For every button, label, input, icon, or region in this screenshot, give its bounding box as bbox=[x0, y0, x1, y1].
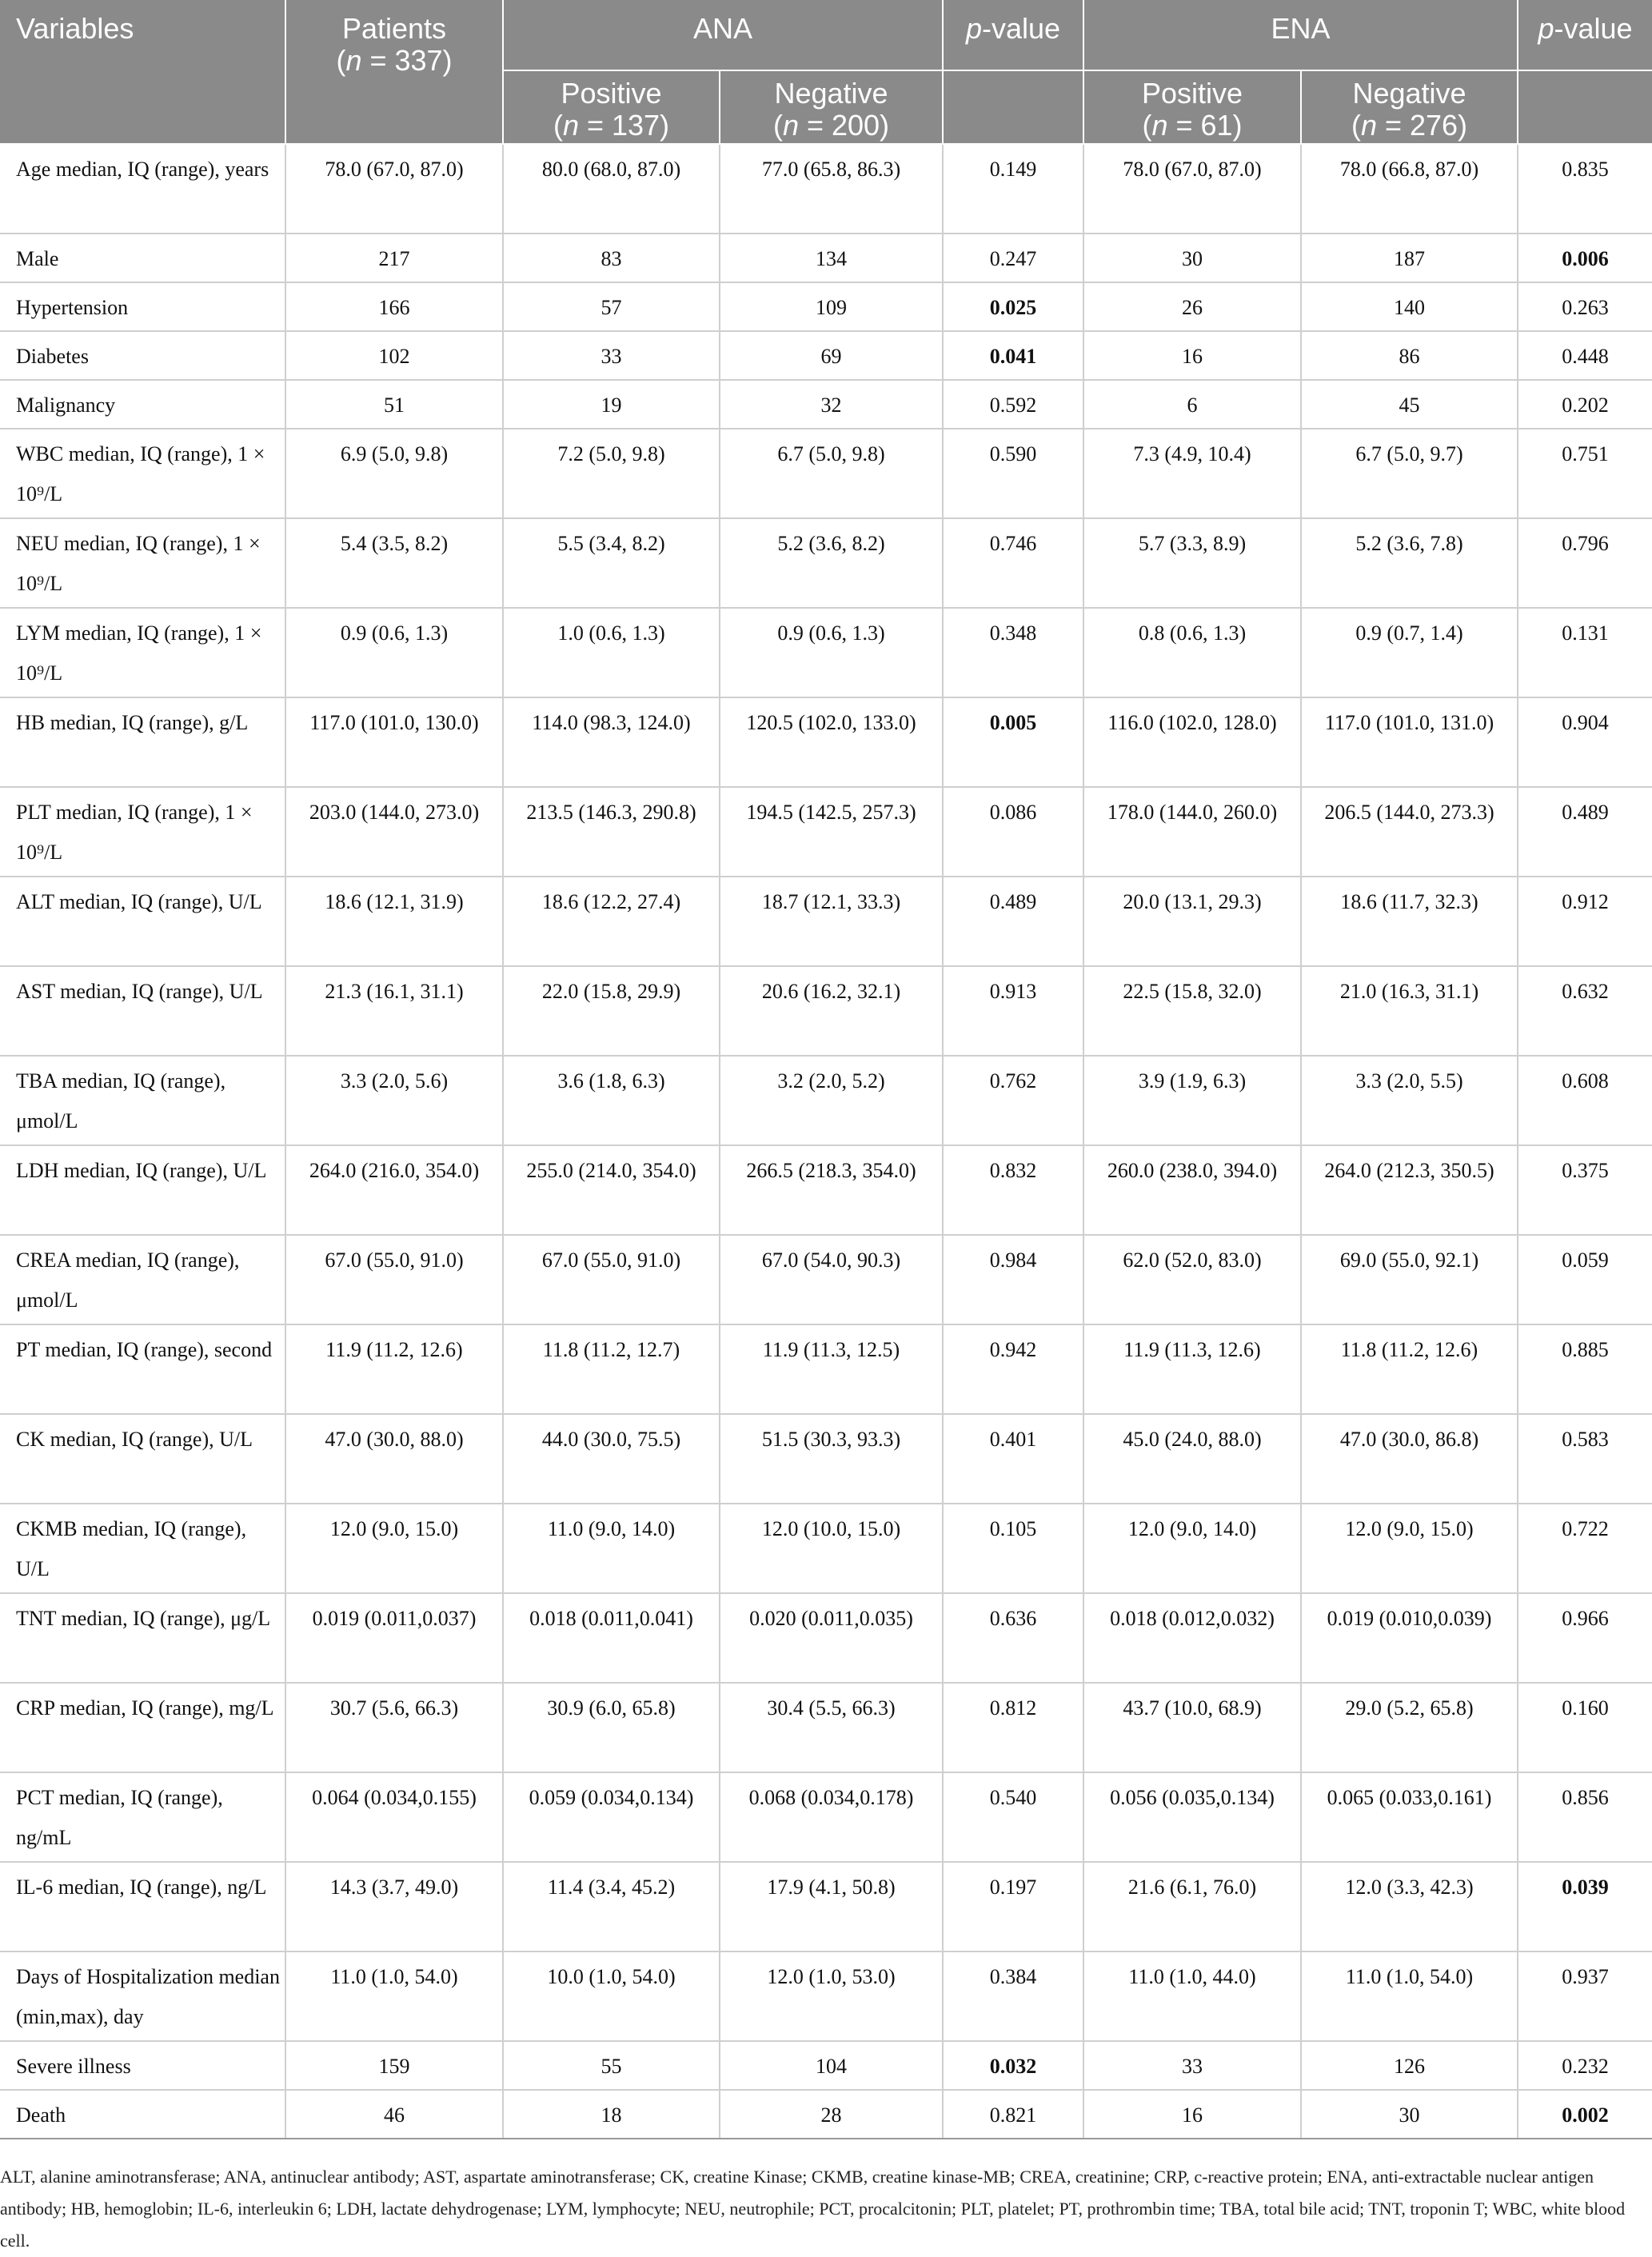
row-ana-positive: 83 bbox=[503, 234, 720, 282]
row-patients: 3.3 (2.0, 5.6) bbox=[285, 1056, 503, 1145]
row-ana-positive: 33 bbox=[503, 331, 720, 380]
row-patients: 11.9 (11.2, 12.6) bbox=[285, 1324, 503, 1414]
row-ana-p-value: 0.384 bbox=[943, 1951, 1083, 2041]
table-row bbox=[0, 1772, 1652, 1862]
row-ana-p-value: 0.913 bbox=[943, 966, 1083, 1056]
row-ana-negative: 6.7 (5.0, 9.8) bbox=[720, 429, 943, 518]
row-ana-negative: 20.6 (16.2, 32.1) bbox=[720, 966, 943, 1056]
header-ana-positive-n: (n = 137) bbox=[553, 109, 670, 142]
row-ena-p-value: 0.131 bbox=[1518, 608, 1652, 697]
row-ana-p-value: 0.489 bbox=[943, 877, 1083, 966]
row-variable: Severe illness bbox=[0, 2041, 285, 2090]
row-ana-negative: 32 bbox=[720, 380, 943, 429]
row-variable: NEU median, IQ (range), 1 × 10⁹/L bbox=[0, 518, 285, 608]
row-ana-positive: 3.6 (1.8, 6.3) bbox=[503, 1056, 720, 1145]
row-ana-negative: 51.5 (30.3, 93.3) bbox=[720, 1414, 943, 1504]
table-header bbox=[0, 0, 1652, 144]
table-row bbox=[0, 608, 1652, 697]
row-patients: 5.4 (3.5, 8.2) bbox=[285, 518, 503, 608]
row-ana-positive: 0.018 (0.011,0.041) bbox=[503, 1593, 720, 1683]
row-ana-p-value: 0.942 bbox=[943, 1324, 1083, 1414]
row-patients: 159 bbox=[285, 2041, 503, 2090]
row-ena-p-value: 0.796 bbox=[1518, 518, 1652, 608]
row-variable: TNT median, IQ (range), μg/L bbox=[0, 1593, 285, 1683]
row-ena-negative: 69.0 (55.0, 92.1) bbox=[1301, 1235, 1518, 1324]
row-ana-negative: 0.068 (0.034,0.178) bbox=[720, 1772, 943, 1862]
row-ena-negative: 29.0 (5.2, 65.8) bbox=[1301, 1683, 1518, 1772]
row-ana-positive: 19 bbox=[503, 380, 720, 429]
row-ena-p-value: 0.448 bbox=[1518, 331, 1652, 380]
row-ena-negative: 187 bbox=[1301, 234, 1518, 282]
table-row bbox=[0, 1504, 1652, 1593]
row-ena-positive: 33 bbox=[1083, 2041, 1301, 2090]
row-ana-p-value: 0.821 bbox=[943, 2090, 1083, 2139]
row-variable: Age median, IQ (range), years bbox=[0, 144, 285, 234]
row-patients: 264.0 (216.0, 354.0) bbox=[285, 1145, 503, 1235]
row-ana-negative: 17.9 (4.1, 50.8) bbox=[720, 1862, 943, 1951]
table-row bbox=[0, 877, 1652, 966]
row-ena-positive: 0.018 (0.012,0.032) bbox=[1083, 1593, 1301, 1683]
table-row bbox=[0, 1414, 1652, 1504]
row-ana-p-value: 0.832 bbox=[943, 1145, 1083, 1235]
row-ana-p-value: 0.762 bbox=[943, 1056, 1083, 1145]
header-ana: ANA bbox=[503, 0, 943, 70]
row-ena-positive: 26 bbox=[1083, 282, 1301, 331]
row-ana-p-value: 0.086 bbox=[943, 787, 1083, 877]
row-variable: CKMB median, IQ (range), U/L bbox=[0, 1504, 285, 1593]
row-ena-p-value: 0.375 bbox=[1518, 1145, 1652, 1235]
row-ana-negative: 30.4 (5.5, 66.3) bbox=[720, 1683, 943, 1772]
table-row bbox=[0, 2090, 1652, 2139]
row-ana-p-value: 0.025 bbox=[943, 282, 1083, 331]
table-row bbox=[0, 1145, 1652, 1235]
header-ana-positive-label: Positive bbox=[561, 77, 662, 110]
row-ena-p-value: 0.966 bbox=[1518, 1593, 1652, 1683]
row-ena-positive: 43.7 (10.0, 68.9) bbox=[1083, 1683, 1301, 1772]
row-ena-positive: 260.0 (238.0, 394.0) bbox=[1083, 1145, 1301, 1235]
row-ena-negative: 47.0 (30.0, 86.8) bbox=[1301, 1414, 1518, 1504]
row-ana-p-value: 0.401 bbox=[943, 1414, 1083, 1504]
row-variable: HB median, IQ (range), g/L bbox=[0, 697, 285, 787]
row-ana-negative: 0.9 (0.6, 1.3) bbox=[720, 608, 943, 697]
row-patients: 203.0 (144.0, 273.0) bbox=[285, 787, 503, 877]
row-ena-p-value: 0.912 bbox=[1518, 877, 1652, 966]
row-ana-negative: 18.7 (12.1, 33.3) bbox=[720, 877, 943, 966]
row-ena-negative: 5.2 (3.6, 7.8) bbox=[1301, 518, 1518, 608]
row-ena-positive: 78.0 (67.0, 87.0) bbox=[1083, 144, 1301, 234]
row-ena-negative: 140 bbox=[1301, 282, 1518, 331]
row-variable: TBA median, IQ (range), μmol/L bbox=[0, 1056, 285, 1145]
row-ena-p-value: 0.856 bbox=[1518, 1772, 1652, 1862]
row-ena-p-value: 0.006 bbox=[1518, 234, 1652, 282]
row-ena-negative: 126 bbox=[1301, 2041, 1518, 2090]
header-ena-positive bbox=[1083, 70, 1301, 144]
table-row bbox=[0, 1235, 1652, 1324]
row-ena-negative: 21.0 (16.3, 31.1) bbox=[1301, 966, 1518, 1056]
header-ena-p-value: p-value bbox=[1518, 0, 1652, 70]
row-ena-positive: 16 bbox=[1083, 331, 1301, 380]
row-ena-positive: 5.7 (3.3, 8.9) bbox=[1083, 518, 1301, 608]
row-variable: CRP median, IQ (range), mg/L bbox=[0, 1683, 285, 1772]
row-ena-p-value: 0.885 bbox=[1518, 1324, 1652, 1414]
row-ena-positive: 116.0 (102.0, 128.0) bbox=[1083, 697, 1301, 787]
row-ana-positive: 57 bbox=[503, 282, 720, 331]
row-ana-p-value: 0.005 bbox=[943, 697, 1083, 787]
row-ana-negative: 0.020 (0.011,0.035) bbox=[720, 1593, 943, 1683]
row-ana-negative: 104 bbox=[720, 2041, 943, 2090]
row-ena-negative: 12.0 (9.0, 15.0) bbox=[1301, 1504, 1518, 1593]
row-patients: 0.064 (0.034,0.155) bbox=[285, 1772, 503, 1862]
header-ena: ENA bbox=[1083, 0, 1518, 70]
table-row bbox=[0, 966, 1652, 1056]
table-row bbox=[0, 1683, 1652, 1772]
row-ana-negative: 69 bbox=[720, 331, 943, 380]
row-ana-positive: 1.0 (0.6, 1.3) bbox=[503, 608, 720, 697]
row-patients: 67.0 (55.0, 91.0) bbox=[285, 1235, 503, 1324]
row-ana-positive: 44.0 (30.0, 75.5) bbox=[503, 1414, 720, 1504]
row-ena-positive: 0.8 (0.6, 1.3) bbox=[1083, 608, 1301, 697]
table-row bbox=[0, 144, 1652, 234]
row-ena-negative: 206.5 (144.0, 273.3) bbox=[1301, 787, 1518, 877]
table-row bbox=[0, 234, 1652, 282]
table-body bbox=[0, 144, 1652, 2139]
row-patients: 47.0 (30.0, 88.0) bbox=[285, 1414, 503, 1504]
row-ana-positive: 0.059 (0.034,0.134) bbox=[503, 1772, 720, 1862]
row-ana-p-value: 0.590 bbox=[943, 429, 1083, 518]
row-variable: CK median, IQ (range), U/L bbox=[0, 1414, 285, 1504]
header-ena-p-blank bbox=[1518, 70, 1652, 144]
row-variable: Death bbox=[0, 2090, 285, 2139]
row-ena-negative: 264.0 (212.3, 350.5) bbox=[1301, 1145, 1518, 1235]
row-ana-positive: 114.0 (98.3, 124.0) bbox=[503, 697, 720, 787]
row-ena-positive: 16 bbox=[1083, 2090, 1301, 2139]
row-ana-positive: 22.0 (15.8, 29.9) bbox=[503, 966, 720, 1056]
row-variable: Hypertension bbox=[0, 282, 285, 331]
row-ena-p-value: 0.835 bbox=[1518, 144, 1652, 234]
row-variable: WBC median, IQ (range), 1 × 10⁹/L bbox=[0, 429, 285, 518]
row-ena-positive: 22.5 (15.8, 32.0) bbox=[1083, 966, 1301, 1056]
row-ana-negative: 266.5 (218.3, 354.0) bbox=[720, 1145, 943, 1235]
row-ana-positive: 5.5 (3.4, 8.2) bbox=[503, 518, 720, 608]
table-row bbox=[0, 282, 1652, 331]
table-row bbox=[0, 380, 1652, 429]
row-ana-positive: 255.0 (214.0, 354.0) bbox=[503, 1145, 720, 1235]
header-patients-label: Patients bbox=[341, 12, 447, 45]
row-ana-negative: 134 bbox=[720, 234, 943, 282]
row-ana-positive: 7.2 (5.0, 9.8) bbox=[503, 429, 720, 518]
row-ana-negative: 11.9 (11.3, 12.5) bbox=[720, 1324, 943, 1414]
table-row bbox=[0, 2041, 1652, 2090]
row-ana-negative: 77.0 (65.8, 86.3) bbox=[720, 144, 943, 234]
row-ena-p-value: 0.751 bbox=[1518, 429, 1652, 518]
row-ena-p-value: 0.002 bbox=[1518, 2090, 1652, 2139]
row-ana-negative: 12.0 (1.0, 53.0) bbox=[720, 1951, 943, 2041]
row-patients: 51 bbox=[285, 380, 503, 429]
row-ena-positive: 6 bbox=[1083, 380, 1301, 429]
table-row bbox=[0, 331, 1652, 380]
row-ena-p-value: 0.583 bbox=[1518, 1414, 1652, 1504]
row-patients: 14.3 (3.7, 49.0) bbox=[285, 1862, 503, 1951]
row-ena-negative: 30 bbox=[1301, 2090, 1518, 2139]
table-row bbox=[0, 1056, 1652, 1145]
header-ana-positive bbox=[503, 70, 720, 144]
table-row bbox=[0, 787, 1652, 877]
row-ena-p-value: 0.489 bbox=[1518, 787, 1652, 877]
header-ana-negative bbox=[720, 70, 943, 144]
row-patients: 18.6 (12.1, 31.9) bbox=[285, 877, 503, 966]
row-ena-positive: 30 bbox=[1083, 234, 1301, 282]
row-ana-negative: 120.5 (102.0, 133.0) bbox=[720, 697, 943, 787]
row-ana-negative: 5.2 (3.6, 8.2) bbox=[720, 518, 943, 608]
row-patients: 78.0 (67.0, 87.0) bbox=[285, 144, 503, 234]
table-row bbox=[0, 1593, 1652, 1683]
row-ena-positive: 12.0 (9.0, 14.0) bbox=[1083, 1504, 1301, 1593]
row-ena-p-value: 0.263 bbox=[1518, 282, 1652, 331]
row-variable: Male bbox=[0, 234, 285, 282]
row-ana-p-value: 0.746 bbox=[943, 518, 1083, 608]
row-variable: PCT median, IQ (range), ng/mL bbox=[0, 1772, 285, 1862]
header-ana-negative-n: (n = 200) bbox=[772, 109, 890, 142]
row-ena-p-value: 0.904 bbox=[1518, 697, 1652, 787]
row-ana-negative: 109 bbox=[720, 282, 943, 331]
row-patients: 0.019 (0.011,0.037) bbox=[285, 1593, 503, 1683]
row-ana-negative: 28 bbox=[720, 2090, 943, 2139]
row-variable: LDH median, IQ (range), U/L bbox=[0, 1145, 285, 1235]
row-ena-p-value: 0.232 bbox=[1518, 2041, 1652, 2090]
row-ana-positive: 55 bbox=[503, 2041, 720, 2090]
row-ana-p-value: 0.149 bbox=[943, 144, 1083, 234]
row-patients: 46 bbox=[285, 2090, 503, 2139]
row-variable: Diabetes bbox=[0, 331, 285, 380]
row-variable: PLT median, IQ (range), 1 × 10⁹/L bbox=[0, 787, 285, 877]
row-ena-positive: 21.6 (6.1, 76.0) bbox=[1083, 1862, 1301, 1951]
row-ena-negative: 0.065 (0.033,0.161) bbox=[1301, 1772, 1518, 1862]
row-ana-p-value: 0.032 bbox=[943, 2041, 1083, 2090]
row-ena-negative: 18.6 (11.7, 32.3) bbox=[1301, 877, 1518, 966]
row-ana-positive: 11.0 (9.0, 14.0) bbox=[503, 1504, 720, 1593]
header-ana-p-blank bbox=[943, 70, 1083, 144]
row-ena-negative: 12.0 (3.3, 42.3) bbox=[1301, 1862, 1518, 1951]
row-ena-p-value: 0.202 bbox=[1518, 380, 1652, 429]
row-ena-positive: 11.9 (11.3, 12.6) bbox=[1083, 1324, 1301, 1414]
row-ena-negative: 78.0 (66.8, 87.0) bbox=[1301, 144, 1518, 234]
row-ana-positive: 11.8 (11.2, 12.7) bbox=[503, 1324, 720, 1414]
row-ena-positive: 3.9 (1.9, 6.3) bbox=[1083, 1056, 1301, 1145]
table-row bbox=[0, 697, 1652, 787]
row-ena-p-value: 0.632 bbox=[1518, 966, 1652, 1056]
row-ena-negative: 11.0 (1.0, 54.0) bbox=[1301, 1951, 1518, 2041]
row-ena-p-value: 0.039 bbox=[1518, 1862, 1652, 1951]
row-patients: 102 bbox=[285, 331, 503, 380]
row-variable: IL-6 median, IQ (range), ng/L bbox=[0, 1862, 285, 1951]
row-ena-negative: 0.019 (0.010,0.039) bbox=[1301, 1593, 1518, 1683]
row-ena-p-value: 0.059 bbox=[1518, 1235, 1652, 1324]
row-ena-positive: 0.056 (0.035,0.134) bbox=[1083, 1772, 1301, 1862]
row-ana-positive: 11.4 (3.4, 45.2) bbox=[503, 1862, 720, 1951]
header-ana-negative-label: Negative bbox=[774, 77, 888, 110]
header-patients-n: (n = 337) bbox=[336, 44, 453, 77]
row-variable: PT median, IQ (range), second bbox=[0, 1324, 285, 1414]
row-ana-p-value: 0.348 bbox=[943, 608, 1083, 697]
row-ana-positive: 18 bbox=[503, 2090, 720, 2139]
table-row bbox=[0, 1862, 1652, 1951]
table-row bbox=[0, 429, 1652, 518]
row-patients: 0.9 (0.6, 1.3) bbox=[285, 608, 503, 697]
row-patients: 11.0 (1.0, 54.0) bbox=[285, 1951, 503, 2041]
table-row bbox=[0, 1951, 1652, 2041]
row-ena-positive: 20.0 (13.1, 29.3) bbox=[1083, 877, 1301, 966]
row-ena-negative: 3.3 (2.0, 5.5) bbox=[1301, 1056, 1518, 1145]
table-footnote: ALT, alanine aminotransferase; ANA, antinuclear antibody; AST, aspartate aminotransferase; CK, creatine Kinase; CKMB, creatine kinase-MB; CREA, creatinine; CRP, c-reactive protein; ENA, anti-extractable nuclear antigen antibody; HB, hemoglobin; IL-6, interleukin 6; LDH, lactate dehydrogenase; LYM, lymphocyte; NEU, neutrophile; PCT, procalcitonin; PLT, platelet; PT, prothrombin time; TBA, total bile acid; TNT, troponin T; WBC, white blood cell. bbox=[0, 2167, 1626, 2251]
header-ena-positive-label: Positive bbox=[1141, 77, 1243, 110]
row-ena-positive: 62.0 (52.0, 83.0) bbox=[1083, 1235, 1301, 1324]
row-ana-p-value: 0.041 bbox=[943, 331, 1083, 380]
row-ana-positive: 10.0 (1.0, 54.0) bbox=[503, 1951, 720, 2041]
row-ana-p-value: 0.105 bbox=[943, 1504, 1083, 1593]
row-ana-positive: 30.9 (6.0, 65.8) bbox=[503, 1683, 720, 1772]
row-ena-p-value: 0.722 bbox=[1518, 1504, 1652, 1593]
header-variables: Variables bbox=[0, 0, 285, 144]
header-ena-negative-n: (n = 276) bbox=[1351, 109, 1468, 142]
row-ana-p-value: 0.592 bbox=[943, 380, 1083, 429]
row-ana-p-value: 0.247 bbox=[943, 234, 1083, 282]
row-patients: 217 bbox=[285, 234, 503, 282]
header-ena-negative-label: Negative bbox=[1352, 77, 1466, 110]
row-variable: CREA median, IQ (range), μmol/L bbox=[0, 1235, 285, 1324]
row-variable: ALT median, IQ (range), U/L bbox=[0, 877, 285, 966]
row-ena-p-value: 0.608 bbox=[1518, 1056, 1652, 1145]
row-variable: Malignancy bbox=[0, 380, 285, 429]
row-ena-negative: 117.0 (101.0, 131.0) bbox=[1301, 697, 1518, 787]
row-variable: AST median, IQ (range), U/L bbox=[0, 966, 285, 1056]
row-ena-negative: 0.9 (0.7, 1.4) bbox=[1301, 608, 1518, 697]
row-patients: 12.0 (9.0, 15.0) bbox=[285, 1504, 503, 1593]
row-ena-negative: 45 bbox=[1301, 380, 1518, 429]
row-ena-positive: 178.0 (144.0, 260.0) bbox=[1083, 787, 1301, 877]
row-ana-positive: 18.6 (12.2, 27.4) bbox=[503, 877, 720, 966]
header-ena-negative bbox=[1301, 70, 1518, 144]
row-ena-positive: 7.3 (4.9, 10.4) bbox=[1083, 429, 1301, 518]
row-variable: Days of Hospitalization median (min,max), day bbox=[0, 1951, 285, 2041]
row-ena-p-value: 0.160 bbox=[1518, 1683, 1652, 1772]
row-ana-p-value: 0.636 bbox=[943, 1593, 1083, 1683]
row-patients: 166 bbox=[285, 282, 503, 331]
table-row bbox=[0, 1324, 1652, 1414]
row-patients: 30.7 (5.6, 66.3) bbox=[285, 1683, 503, 1772]
row-ana-positive: 213.5 (146.3, 290.8) bbox=[503, 787, 720, 877]
row-patients: 117.0 (101.0, 130.0) bbox=[285, 697, 503, 787]
row-variable: LYM median, IQ (range), 1 × 10⁹/L bbox=[0, 608, 285, 697]
table-row bbox=[0, 518, 1652, 608]
row-ana-p-value: 0.812 bbox=[943, 1683, 1083, 1772]
row-ana-negative: 12.0 (10.0, 15.0) bbox=[720, 1504, 943, 1593]
row-ana-p-value: 0.197 bbox=[943, 1862, 1083, 1951]
row-ena-positive: 45.0 (24.0, 88.0) bbox=[1083, 1414, 1301, 1504]
row-ana-negative: 3.2 (2.0, 5.2) bbox=[720, 1056, 943, 1145]
row-ana-negative: 67.0 (54.0, 90.3) bbox=[720, 1235, 943, 1324]
row-ena-positive: 11.0 (1.0, 44.0) bbox=[1083, 1951, 1301, 2041]
row-ena-negative: 11.8 (11.2, 12.6) bbox=[1301, 1324, 1518, 1414]
row-ana-p-value: 0.984 bbox=[943, 1235, 1083, 1324]
row-ena-negative: 86 bbox=[1301, 331, 1518, 380]
row-ana-positive: 67.0 (55.0, 91.0) bbox=[503, 1235, 720, 1324]
header-ana-p-value: p-value bbox=[943, 0, 1083, 70]
row-ena-negative: 6.7 (5.0, 9.7) bbox=[1301, 429, 1518, 518]
row-patients: 21.3 (16.1, 31.1) bbox=[285, 966, 503, 1056]
row-patients: 6.9 (5.0, 9.8) bbox=[285, 429, 503, 518]
header-ena-positive-n: (n = 61) bbox=[1142, 109, 1243, 142]
row-ana-negative: 194.5 (142.5, 257.3) bbox=[720, 787, 943, 877]
row-ena-p-value: 0.937 bbox=[1518, 1951, 1652, 2041]
header-patients bbox=[285, 0, 503, 144]
row-ana-p-value: 0.540 bbox=[943, 1772, 1083, 1862]
row-ana-positive: 80.0 (68.0, 87.0) bbox=[503, 144, 720, 234]
